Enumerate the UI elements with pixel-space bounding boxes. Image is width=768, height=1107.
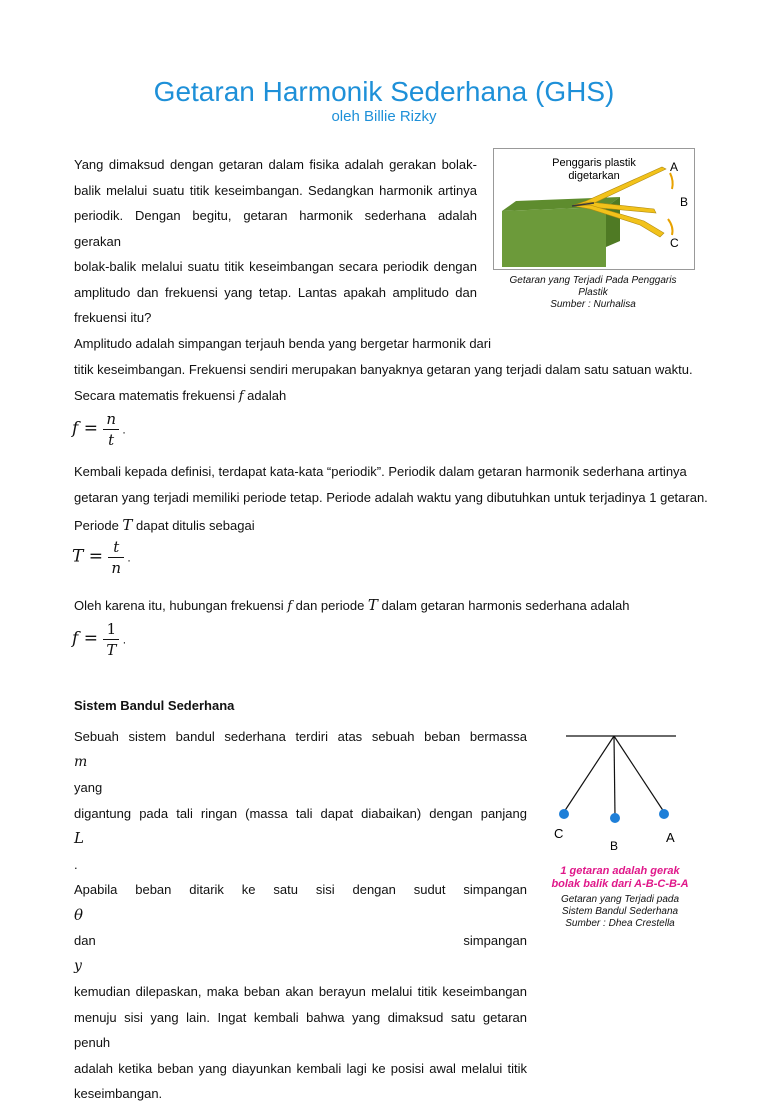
pendulum-line-1 [74, 724, 527, 801]
figure2-caption-line1: Getaran yang Terjadi pada [560, 894, 680, 905]
pendulum-line-2 [74, 801, 527, 878]
figure1-label-line2: digetarkan [568, 170, 620, 182]
relation-symbol-f: f [287, 599, 293, 614]
relation-after: dalam getaran harmonis sederhana adalah [377, 598, 630, 613]
relation-intro [74, 596, 629, 614]
eq1-numerator: n [103, 410, 119, 430]
eq2-fraction [108, 538, 124, 577]
ruler-illustration [494, 149, 694, 269]
section-heading-pendulum: Sistem Bandul Sederhana [74, 698, 235, 713]
pendulum-point-b: B [610, 839, 619, 850]
eq1-fraction [103, 410, 119, 449]
pendulum-line-4: kemudian dilepaskan, maka beban akan berayun melalui titik keseimbangan [74, 984, 527, 999]
eq1-equals: = [78, 418, 104, 439]
frequency-intro-after: adalah [243, 388, 287, 403]
pendulum-line-2-after: . [74, 856, 78, 872]
eq2-lhs: T [72, 546, 84, 567]
figure1-caption-line3: Sumber : Nurhalisa [550, 299, 636, 310]
pendulum-string-a [614, 736, 664, 812]
pendulum-line-1-before: Sebuah sistem bandul sederhana terdiri atas sebuah beban bermassa [74, 729, 527, 744]
pendulum-paragraph [74, 724, 527, 1107]
intro-line: frekuensi itu? [74, 310, 152, 325]
figure1-point-a: A [670, 160, 679, 174]
figure2-caption [530, 894, 710, 930]
displacement-symbol: y [74, 957, 82, 974]
arrow-upper [670, 173, 673, 189]
eq2-equals: = [83, 546, 109, 567]
eq1-period: . [119, 422, 126, 437]
eq1-denominator: t [108, 431, 115, 449]
definition-line-1: Kembali kepada definisi, terdapat kata-kata “periodik”. Periodik dalam getaran harmonik sederhana artinya [74, 464, 687, 479]
equation-period [72, 538, 131, 577]
eq3-equals: = [78, 628, 104, 649]
figure1-label-line1: Penggaris plastik [552, 157, 636, 169]
eq3-fraction [103, 620, 119, 659]
eq3-period: . [119, 632, 127, 647]
figure2-caption-line3: Sumber : Dhea Crestella [565, 918, 675, 929]
figure1-point-c: C [670, 236, 679, 250]
pendulum-note-line1: 1 getaran adalah gerak [560, 865, 680, 877]
page-title: Getaran Harmonik Sederhana (GHS) [153, 76, 615, 107]
pendulum-note [530, 865, 710, 891]
period-symbol: T [122, 516, 133, 534]
pendulum-bob-a [659, 809, 669, 819]
eq2-period: . [124, 550, 131, 565]
period-intro-after: dapat ditulis sebagai [132, 518, 255, 533]
eq3-numerator: 1 [103, 620, 119, 640]
intro-line: amplitudo dan frekuensi yang tetap. Lantas apakah amplitudo dan [74, 284, 477, 300]
eq2-numerator: t [108, 538, 124, 558]
amplitude-line-2: titik keseimbangan. Frekuensi sendiri merupakan banyaknya getaran yang terjadi dalam satu satuan waktu. [74, 362, 693, 377]
amplitude-line-1: Amplitudo adalah simpangan terjauh benda yang bergetar harmonik dari [74, 336, 491, 351]
relation-symbol-t: T [367, 596, 378, 614]
frequency-intro [74, 388, 286, 404]
intro-paragraph [74, 152, 477, 331]
pendulum-illustration [540, 726, 700, 850]
pendulum-figure [540, 726, 700, 850]
pendulum-bob-c [559, 809, 569, 819]
pendulum-point-a: A [666, 830, 675, 845]
pendulum-note-line2: bolak balik dari A-B-C-B-A [551, 878, 689, 890]
period-intro-before: Periode [74, 518, 123, 533]
pendulum-bob-b [610, 813, 620, 823]
pendulum-point-c: C [554, 826, 564, 841]
pendulum-line-7: keseimbangan. [74, 1086, 163, 1101]
arrow-lower [668, 219, 673, 235]
equation-relation [72, 620, 126, 659]
definition-line-2: getaran yang terjadi memiliki periode tetap. Periode adalah waktu yang dibutuhkan untuk terjadinya 1 getaran. [74, 490, 708, 505]
figure2-caption-line2: Sistem Bandul Sederhana [561, 906, 679, 917]
length-symbol: L [74, 829, 84, 847]
ruler-figure [493, 148, 695, 270]
intro-line: periodik. Dengan begitu, getaran harmonik sederhana adalah gerakan [74, 208, 477, 249]
angle-symbol: θ [74, 905, 84, 924]
pendulum-line-3 [74, 877, 527, 979]
period-intro [74, 516, 255, 534]
figure1-point-b: B [680, 195, 689, 209]
pendulum-string-b [614, 736, 615, 816]
pendulum-line-5: menuju sisi yang lain. Ingat kembali bahwa yang dimaksud satu getaran penuh [74, 1009, 527, 1050]
eq2-denominator: n [111, 559, 122, 577]
figure1-caption-line2: Plastik [578, 287, 608, 298]
pendulum-line-2-before: digantung pada tali ringan (massa tali dapat diabaikan) dengan panjang [74, 805, 527, 821]
figure1-caption [493, 275, 693, 311]
relation-middle: dan periode [292, 598, 368, 613]
relation-before: Oleh karena itu, hubungan frekuensi [74, 598, 288, 613]
intro-line: Yang dimaksud dengan getaran dalam fisika adalah gerakan bolak- [74, 157, 477, 172]
pendulum-string-c [564, 736, 614, 812]
intro-line: bolak-balik melalui suatu titik keseimbangan secara periodik dengan [74, 259, 477, 274]
pendulum-line-3-middle: dan simpangan [74, 933, 527, 948]
pendulum-line-1-after: yang [74, 780, 103, 795]
pendulum-line-3-before: Apabila beban ditarik ke satu sisi dengan sudut simpangan [74, 882, 527, 897]
pendulum-line-6: adalah ketika beban yang diayunkan kembali lagi ke posisi awal melalui titik [74, 1060, 527, 1076]
eq3-lhs: f [72, 628, 79, 649]
mass-symbol: m [74, 753, 88, 770]
author-byline: oleh Billie Rizky [331, 108, 437, 125]
eq3-denominator: T [106, 641, 117, 659]
intro-line: balik melalui suatu titik keseimbangan. Sedangkan harmonik artinya [74, 182, 477, 198]
figure1-caption-line1: Getaran yang Terjadi Pada Penggaris [509, 275, 677, 286]
equation-frequency [72, 410, 126, 449]
eq1-lhs: f [72, 418, 79, 439]
frequency-intro-before: Secara matematis frekuensi [74, 388, 239, 403]
frequency-symbol: f [238, 389, 244, 404]
block-front [502, 207, 606, 267]
